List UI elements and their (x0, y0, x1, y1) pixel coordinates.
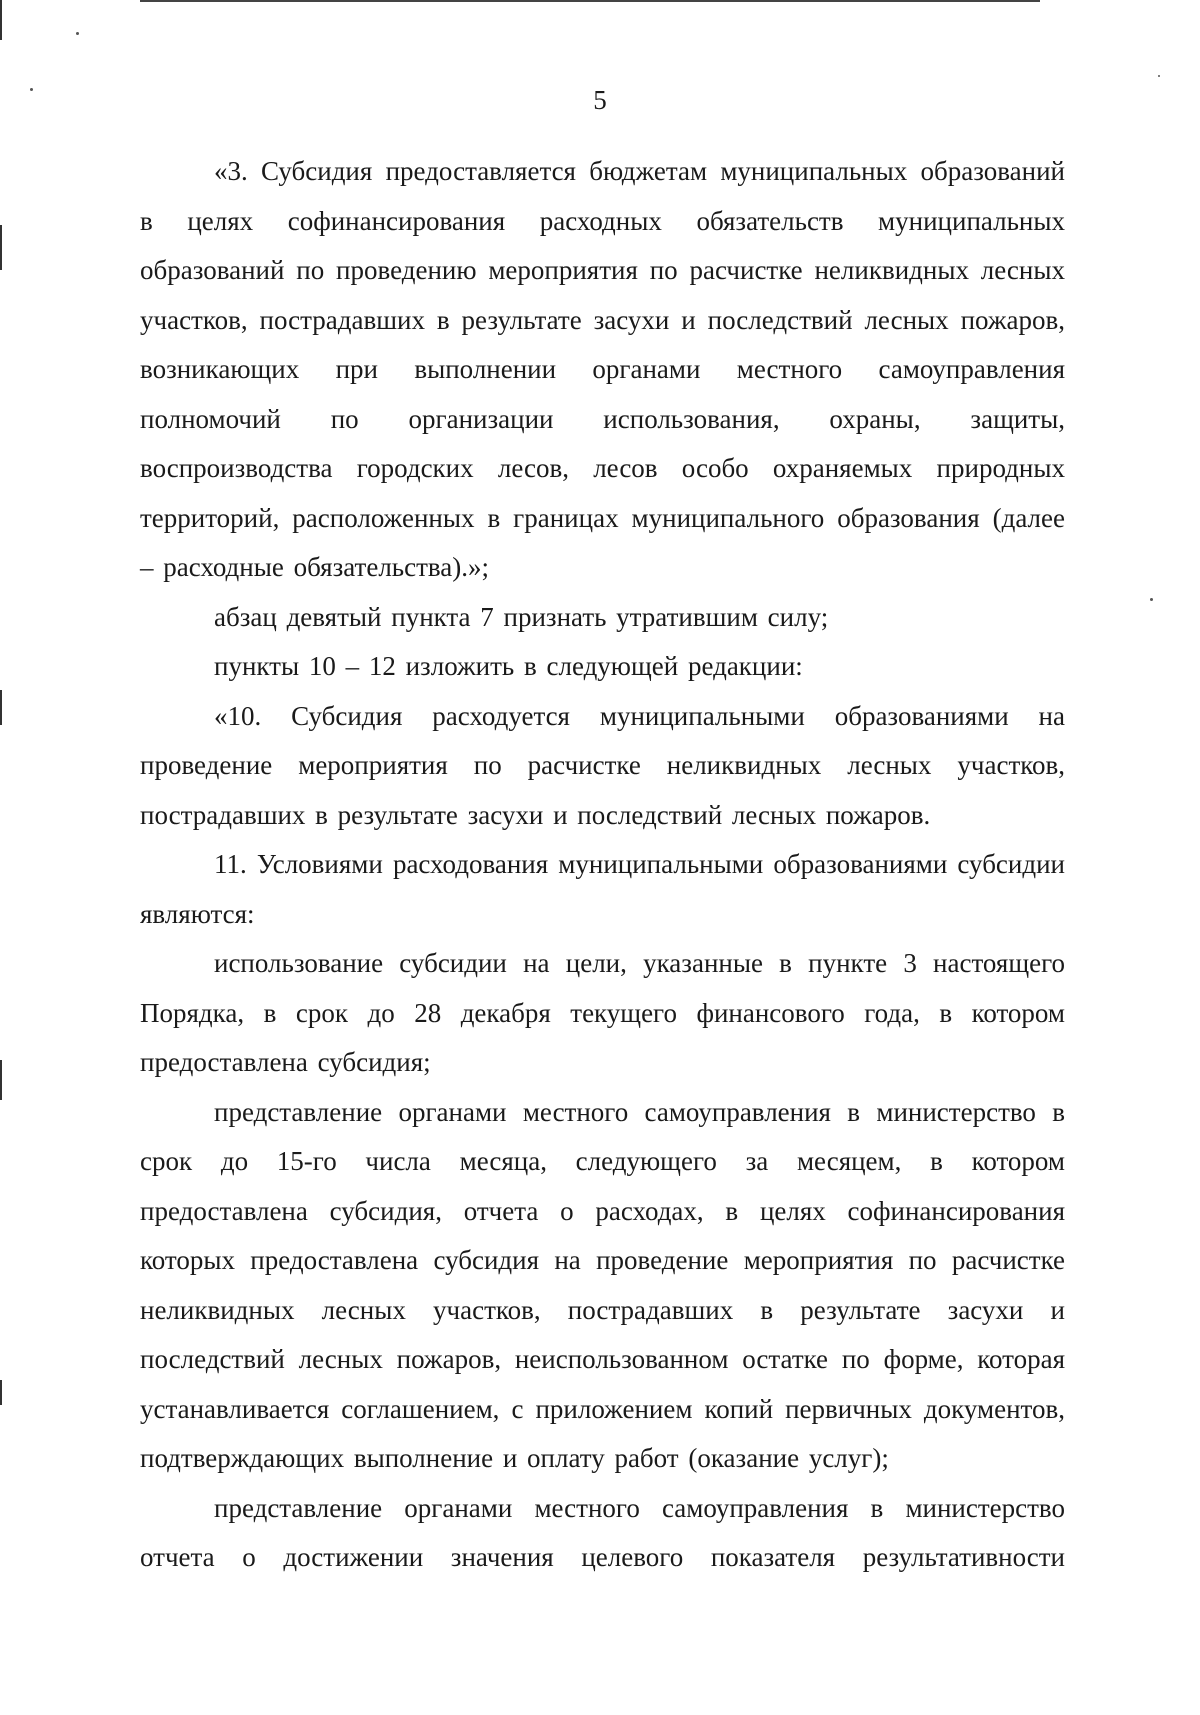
page-number: 5 (593, 85, 607, 115)
document-body (140, 147, 1065, 1583)
scan-speck (1150, 598, 1153, 601)
scan-left-edge (0, 690, 2, 725)
scan-top-border (140, 0, 1040, 2)
paragraph-condition-performance-report: представление органами местного самоуправления в министерство отчета о достижении значения целевого показателя результативности (140, 1492, 1065, 1572)
paragraph-subsidy-purpose: «3. Субсидия предоставляется бюджетам муниципальных образований в целях софинансирования расходных обязательств муниципальных образований по проведению мероприятия по расчистке неликвидных лесных участков, пострадавших в результате засухи и последствий лесных пожаров, возникающих при выполнении органами местного самоуправления полномочий по организации использования, охраны, защиты, воспроизводства городских лесов, лесов особо охраняемых природных территорий, расположенных в границах муниципального образования (далее – расходные обязательства).»; (140, 156, 1065, 582)
paragraph-amendment-point-7: абзац девятый пункта 7 признать утратившим силу; (214, 601, 829, 632)
paragraph-condition-use: использование субсидии на цели, указанные в пункте 3 настоящего Порядка, в срок до 28 декабря текущего финансового года, в котором предоставлена субсидия; (140, 948, 1065, 1077)
paragraph-point-10: «10. Субсидия расходуется муниципальными образованиями на проведение мероприятия по расчистке неликвидных лесных участков, пострадавших в результате засухи и последствий лесных пожаров. (140, 700, 1065, 830)
scan-left-edge (0, 0, 2, 40)
scan-left-edge (0, 1380, 2, 1405)
scan-speck (1158, 75, 1160, 77)
paragraph-amendment-points-10-12: пункты 10 – 12 изложить в следующей редакции: (214, 651, 803, 681)
paragraph-condition-expense-report: представление органами местного самоуправления в министерство в срок до 15-го числа месяца, следующего за месяцем, в котором предоставлена субсидия, отчета о расходах, в целях софинансирования которых предоставлена субсидия на проведение мероприятия по расчистке неликвидных лесных участков, пострадавших в результате засухи и последствий лесных пожаров, неиспользованном остатке по форме, которая устанавливается соглашением, с приложением копий первичных документов, подтверждающих выполнение и оплату работ (оказание услуг); (140, 1096, 1065, 1473)
scan-left-edge (0, 1060, 2, 1100)
paragraph-point-11: 11. Условиями расходования муниципальными образованиями субсидии являются: (140, 849, 1065, 929)
scan-left-edge (0, 225, 2, 270)
scan-speck (76, 32, 79, 35)
